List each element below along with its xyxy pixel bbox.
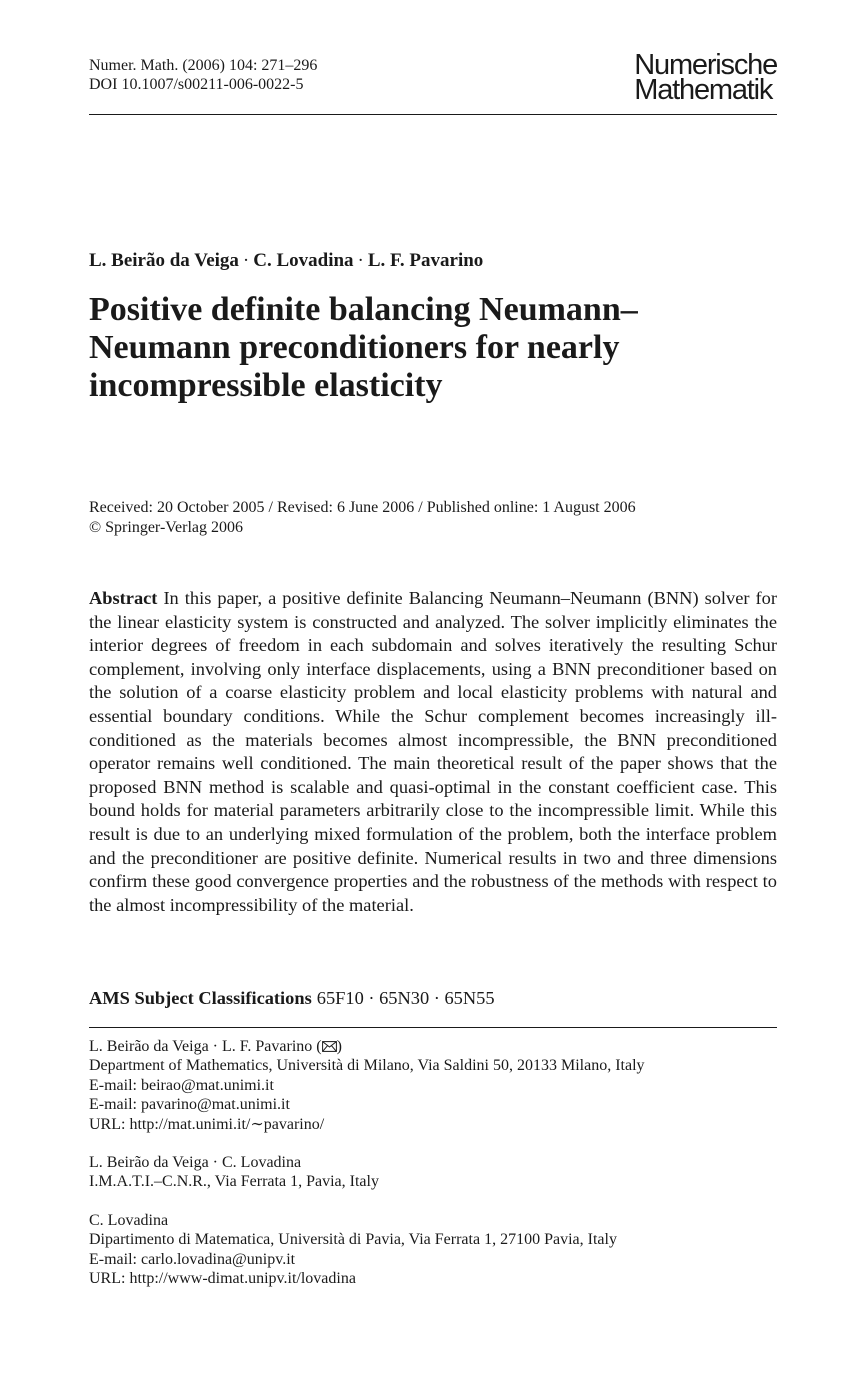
paper-title <box>89 291 777 405</box>
affiliation-block <box>89 1211 777 1289</box>
citation: Numer. Math. (2006) 104: 271–296 <box>89 57 318 74</box>
affiliation-line: I.M.A.T.I.–C.N.R., Via Ferrata 1, Pavia, Italy <box>89 1173 379 1191</box>
abstract <box>89 587 777 917</box>
ams-classifications <box>89 988 495 1009</box>
page-header <box>89 49 777 115</box>
affiliation-line: Department of Mathematics, Università di Milano, Via Saldini 50, 20133 Milano, Italy <box>89 1057 645 1075</box>
envelope-icon <box>322 1041 337 1052</box>
publication-dates <box>89 498 636 538</box>
url: URL: http://www-dimat.unipv.it/lovadina <box>89 1270 356 1288</box>
affiliation-names: C. Lovadina <box>89 1211 169 1229</box>
url: URL: http://mat.unimi.it/∼pavarino/ <box>89 1115 325 1133</box>
history-dates: Received: 20 October 2005 / Revised: 6 June 2006 / Published online: 1 August 2006 <box>89 499 636 516</box>
ams-label: AMS Subject Classifications <box>89 988 312 1008</box>
title-line: Positive definite balancing Neumann– <box>89 291 638 328</box>
ams-codes: 65F10 · 65N30 · 65N55 <box>316 988 495 1008</box>
email: E-mail: pavarino@mat.unimi.it <box>89 1096 290 1114</box>
affiliation-block <box>89 1037 777 1134</box>
affiliation-names: L. Beirão da Veiga · L. F. Pavarino ( ) <box>89 1038 342 1055</box>
footnote-rule <box>89 1027 777 1028</box>
author-separator: · <box>242 250 250 271</box>
affiliation-line: Dipartimento di Matematica, Università di Pavia, Via Ferrata 1, 27100 Pavia, Italy <box>89 1231 617 1249</box>
author-name: L. F. Pavarino <box>367 250 484 271</box>
title-line: Neumann preconditioners for nearly <box>89 329 620 366</box>
affiliation-names: L. Beirão da Veiga · C. Lovadina <box>89 1154 302 1172</box>
author-name: L. Beirão da Veiga <box>89 250 239 271</box>
abstract-label: Abstract <box>89 588 158 608</box>
email: E-mail: beirao@mat.unimi.it <box>89 1076 274 1094</box>
affiliation-block <box>89 1153 777 1192</box>
copyright: © Springer-Verlag 2006 <box>89 519 244 536</box>
author-list <box>89 250 483 272</box>
affiliations <box>89 1037 777 1307</box>
author-name: C. Lovadina <box>253 250 354 271</box>
journal-logo-line2: Mathematik <box>634 74 773 106</box>
journal-logo <box>634 49 777 106</box>
doi: DOI 10.1007/s00211-006-0022-5 <box>89 76 304 93</box>
email: E-mail: carlo.lovadina@unipv.it <box>89 1250 296 1268</box>
journal-reference <box>89 56 317 94</box>
abstract-text: In this paper, a positive definite Balancing Neumann–Neumann (BNN) solver for the linear elasticity system is constructed and analyzed. The solver implicitly eliminates the interior degrees of freedom in each subdomain and solves iteratively the resulting Schur complement, involving only interface displacements, using a BNN preconditioner based on the solution of a coarse elasticity problem and local elasticity problems with natural and essential boundary conditions. While the Schur complement becomes increasingly ill-conditioned as the materials becomes almost incompressible, the BNN preconditioned operator remains well conditioned. The main theoretical result of the paper shows that the proposed BNN method is scalable and quasi-optimal in the constant coefficient case. This bound holds for material parameters arbitrarily close to the incompressible limit. While this result is due to an underlying mixed formulation of the problem, both the interface problem and the preconditioner are positive definite. Numerical results in two and three dimensions confirm these good convergence properties and the robustness of the methods with respect to the almost incompressibility of the material. <box>89 588 777 915</box>
journal-logo-line1: Numerische <box>634 49 777 81</box>
author-separator: · <box>357 250 364 271</box>
title-line: incompressible elasticity <box>89 367 443 404</box>
